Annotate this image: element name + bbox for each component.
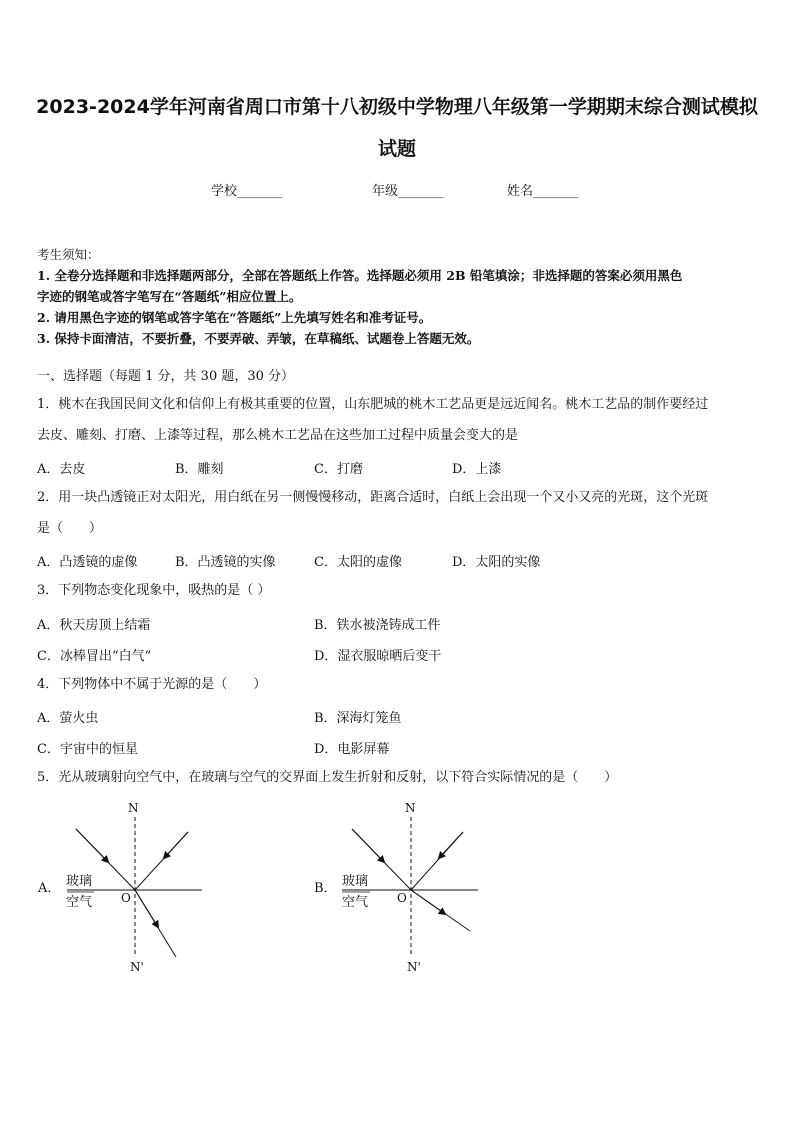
section-heading: 一、选择题（每题 1 分，共 30 题，30 分）: [37, 369, 295, 384]
title-line-1: 2023-2024学年河南省周口市第十八初级中学物理八年级第一学期期末综合测试模拟: [36, 96, 758, 118]
question-4-option-d: D．电影屏幕: [314, 742, 390, 757]
question-2-option-a: A．凸透镜的虚像: [37, 555, 138, 570]
figure-a-origin-label: O: [121, 891, 131, 905]
question-1-option-d: D．上漆: [452, 462, 502, 477]
figure-b-origin-label: O: [397, 891, 407, 905]
question-4-option-a: A．萤火虫: [37, 711, 99, 726]
notice-item: 3. 保持卡面清洁，不要折叠，不要弄破、弄皱，在草稿纸、试题卷上答题无效。: [37, 331, 480, 346]
question-3-line-1: 3．下列物态变化现象中，吸热的是（ ）: [37, 583, 271, 598]
figure-a-diagram: [30, 795, 220, 980]
figure-a-normal-bottom-label: N': [130, 960, 144, 974]
question-2-line-1: 2．用一块凸透镜正对太阳光，用白纸在另一侧慢慢移动，距离合适时，白纸上会出现一个又小又亮的光斑，这个光斑: [37, 490, 709, 505]
question-2-option-c: C．太阳的虚像: [314, 555, 402, 570]
figure-b-normal-top-label: N: [405, 801, 416, 815]
exam-title: [36, 86, 758, 170]
notice-item: 字迹的钢笔或答字笔写在“答题纸”相应位置上。: [37, 289, 302, 304]
grade-field: 年级_______: [372, 184, 444, 199]
figure-b-normal-bottom-label: N': [407, 960, 421, 974]
question-1-line-1: 1．桃木在我国民间文化和信仰上有极其重要的位置，山东肥城的桃木工艺品更是远近闻名。桃木工艺品的制作要经过: [37, 397, 709, 412]
school-field: 学校_______: [211, 184, 283, 199]
question-1-line-2: 去皮、雕刻、打磨、上漆等过程，那么桃木工艺品在这些加工过程中质量会变大的是: [37, 428, 519, 443]
title-line-2: 试题: [377, 138, 416, 160]
question-2-option-d: D．太阳的实像: [452, 555, 541, 570]
figure-a-option-label: A．: [38, 881, 61, 896]
question-2-line-2: 是（ ）: [37, 521, 103, 536]
question-4-line-1: 4．下列物体中不属于光源的是（ ）: [37, 677, 267, 692]
question-3-option-b: B．铁水被浇铸成工件: [314, 618, 441, 633]
figure-a-air-label: 空气: [66, 895, 93, 910]
question-3-option-c: C．冰棒冒出“白气”: [37, 649, 152, 664]
question-1-option-b: B．雕刻: [175, 462, 224, 477]
figure-b-diagram: [308, 795, 508, 980]
question-4-option-b: B．深海灯笼鱼: [314, 711, 402, 726]
figure-b-air-label: 空气: [342, 895, 369, 910]
question-5-line-1: 5．光从玻璃射向空气中，在玻璃与空气的交界面上发生折射和反射，以下符合实际情况的是（ ）: [37, 770, 618, 785]
figure-a-normal-top-label: N: [128, 801, 139, 815]
question-1-option-c: C．打磨: [314, 462, 363, 477]
exam-notice: [37, 244, 759, 349]
figure-b-option-label: B．: [314, 881, 337, 896]
notice-heading: 考生须知：: [37, 247, 100, 262]
question-1-option-a: A．去皮: [37, 462, 86, 477]
figure-a-glass-label: 玻璃: [66, 874, 93, 889]
figure-b-glass-label: 玻璃: [342, 874, 369, 889]
name-field: 姓名_______: [507, 184, 579, 199]
question-3-option-a: A．秋天房顶上结霜: [37, 618, 151, 633]
question-3-option-d: D．湿衣服晾晒后变干: [314, 649, 442, 664]
question-4-option-c: C．宇宙中的恒星: [37, 742, 138, 757]
notice-item: 2. 请用黑色字迹的钢笔或答字笔在“答题纸”上先填写姓名和准考证号。: [37, 310, 432, 325]
question-2-option-b: B．凸透镜的实像: [175, 555, 276, 570]
notice-item: 1. 全卷分选择题和非选择题两部分，全部在答题纸上作答。选择题必须用 2B 铅笔填涂；非选择题的答案必须用黑色: [37, 268, 683, 283]
